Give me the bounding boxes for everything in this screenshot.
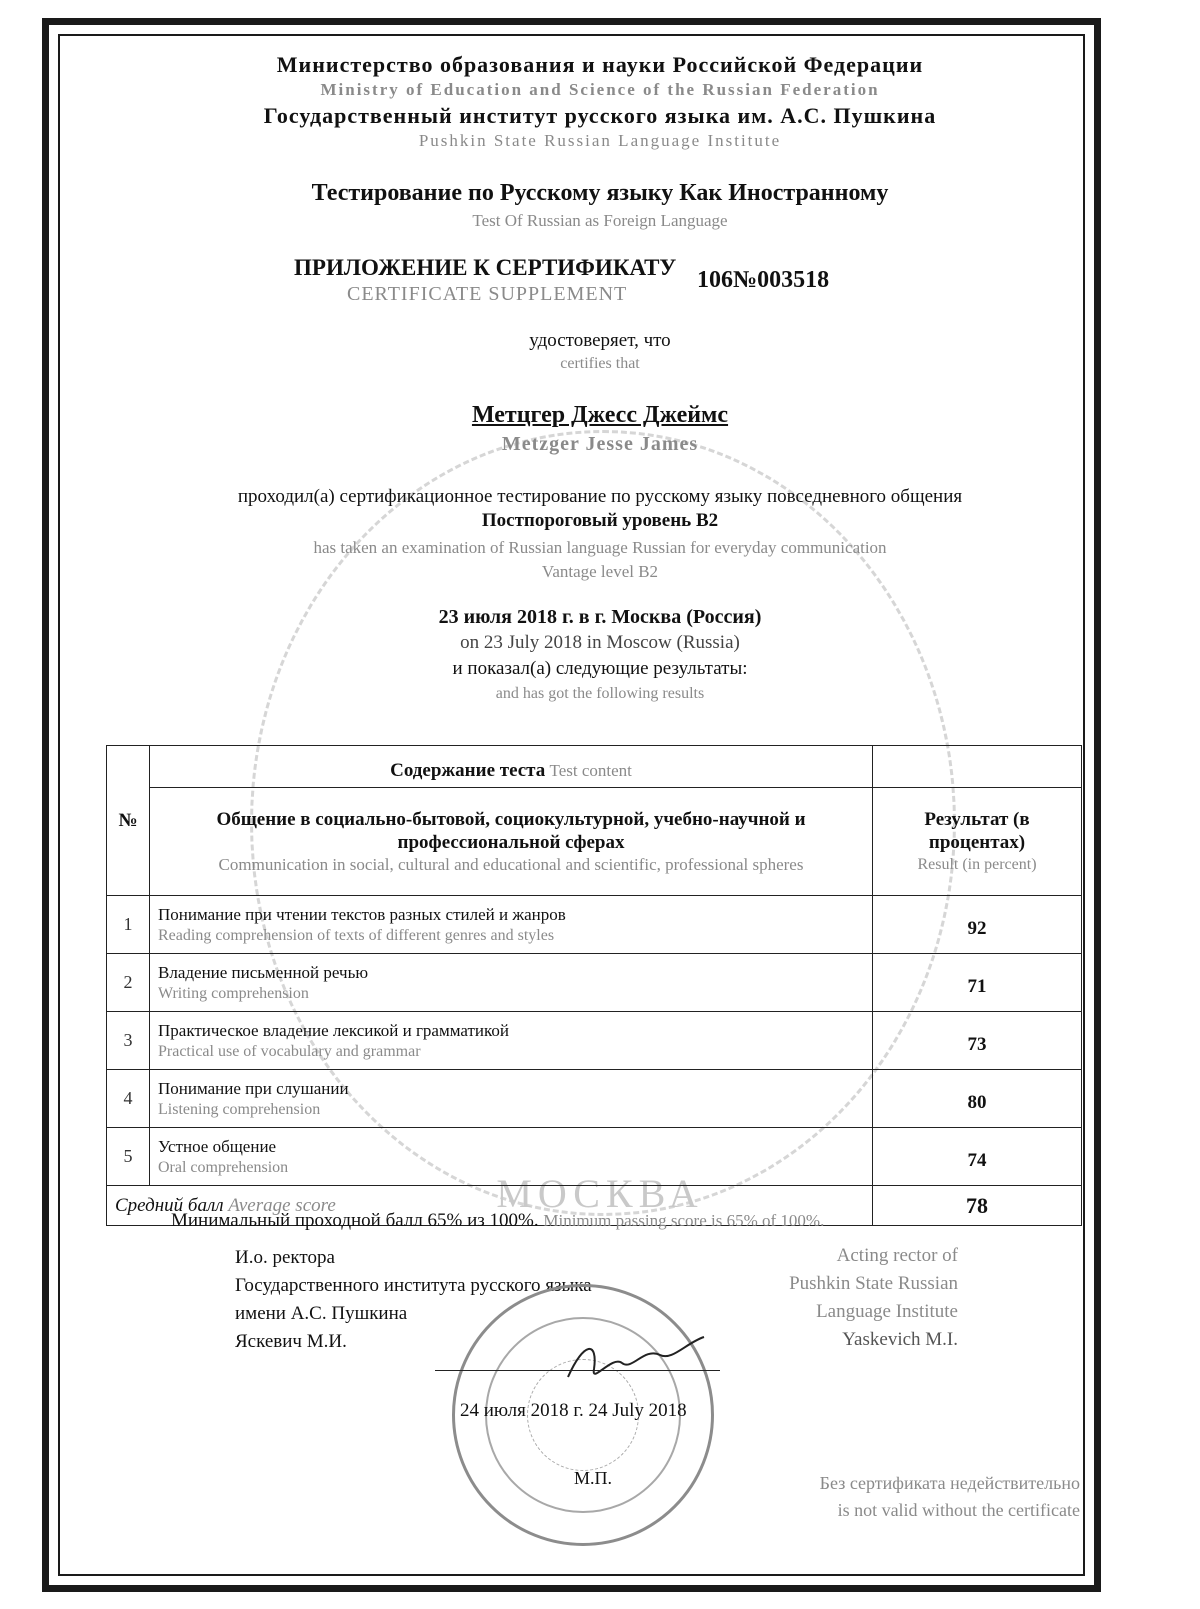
institute-ru: Государственный институт русского языка им. А.С. Пушкина xyxy=(263,103,937,128)
exam-date-ru: 23 июля 2018 г. в г. Москва (Россия) xyxy=(438,606,762,628)
certifies-en: certifies that xyxy=(560,355,640,372)
table-row xyxy=(107,1012,1082,1070)
content-header-ru: Содержание теста xyxy=(390,760,546,781)
minimum-score-en: Minimum passing score is 65% of 100%. xyxy=(543,1211,825,1230)
exam-taken-ru: проходил(а) сертификационное тестирование по русскому языку повседневного общения xyxy=(237,486,963,507)
row-number: 2 xyxy=(107,954,150,1012)
result-header xyxy=(873,788,1082,896)
average-label-en: Average score xyxy=(228,1195,336,1216)
row-label-ru: Понимание при слушании xyxy=(158,1078,349,1098)
results-intro-ru: и показал(а) следующие результаты: xyxy=(452,658,748,679)
row-score: 73 xyxy=(873,1012,1082,1070)
minimum-score-ru: Минимальный проходной балл 65% из 100%. xyxy=(171,1210,539,1231)
row-test-content xyxy=(150,954,873,1012)
ministry-en: Ministry of Education and Science of the Russian Federation xyxy=(320,80,880,99)
row-label-ru: Понимание при чтении текстов разных стилей и жанров xyxy=(158,904,566,924)
row-label-en: Reading comprehension of texts of different genres and styles xyxy=(158,926,555,944)
row-label-ru: Практическое владение лексикой и грамматикой xyxy=(158,1020,510,1040)
row-label-ru: Владение письменной речью xyxy=(158,962,369,982)
row-test-content xyxy=(150,1012,873,1070)
supplement-label-ru: ПРИЛОЖЕНИЕ К СЕРТИФИКАТУ xyxy=(294,255,677,280)
background-stamp-text: МОСКВА xyxy=(496,1171,704,1216)
row-score: 92 xyxy=(873,896,1082,954)
validity-en: is not valid without the certificate xyxy=(837,1500,1080,1520)
row-number: 1 xyxy=(107,896,150,954)
row-score: 71 xyxy=(873,954,1082,1012)
signatory-ru-line: И.о. ректора xyxy=(235,1247,335,1268)
results-intro-en: and has got the following results xyxy=(495,685,705,702)
signatory-ru-line: Яскевич М.И. xyxy=(235,1331,347,1352)
row-label-en: Practical use of vocabulary and grammar xyxy=(158,1042,421,1060)
signature xyxy=(560,1333,710,1393)
issue-date: 24 июля 2018 г. 24 July 2018 xyxy=(460,1400,687,1421)
exam-date-en: on 23 July 2018 in Moscow (Russia) xyxy=(460,632,740,653)
row-number: 5 xyxy=(107,1128,150,1186)
exam-level-en: Vantage level B2 xyxy=(541,562,659,581)
row-test-content xyxy=(150,1128,873,1186)
table-header-row xyxy=(107,746,1082,788)
table-row xyxy=(107,1070,1082,1128)
row-label-en: Oral comprehension xyxy=(158,1158,289,1176)
validity-note xyxy=(748,1470,1080,1524)
row-number: 4 xyxy=(107,1070,150,1128)
table-row xyxy=(107,896,1082,954)
signatory-en-line: Pushkin State Russian xyxy=(789,1273,958,1294)
signatory-en-line: Language Institute xyxy=(816,1301,958,1322)
row-score: 80 xyxy=(873,1070,1082,1128)
certifies-ru: удостоверяет, что xyxy=(529,330,671,351)
seal-mark: М.П. xyxy=(574,1468,613,1488)
content-header-en: Test content xyxy=(549,761,632,780)
table-row xyxy=(107,1128,1082,1186)
ministry-ru: Министерство образования и науки Российской Федерации xyxy=(276,52,924,77)
result-header-en: Result (in percent) xyxy=(917,856,1037,873)
row-label-en: Listening comprehension xyxy=(158,1100,321,1118)
row-score: 74 xyxy=(873,1128,1082,1186)
result-header-ru: Результат (в процентах) xyxy=(924,809,1030,853)
row-test-content xyxy=(150,1070,873,1128)
area-en: Communication in social, cultural and educational and scientific, professional spheres xyxy=(218,854,804,874)
area-header xyxy=(150,788,873,896)
exam-taken-en: has taken an examination of Russian language Russian for everyday communication xyxy=(313,538,887,557)
row-label-ru: Устное общение xyxy=(158,1136,277,1156)
row-test-content xyxy=(150,896,873,954)
area-ru: Общение в социально-бытовой, социокультурной, учебно-научной и профессиональной сферах xyxy=(216,808,806,853)
exam-level-ru: Постпороговый уровень В2 xyxy=(481,510,719,531)
test-title-ru: Тестирование по Русскому языку Как Иностранному xyxy=(311,180,889,206)
supplement-label-en: CERTIFICATE SUPPLEMENT xyxy=(347,283,628,305)
validity-ru: Без сертификата недействительно xyxy=(819,1473,1080,1493)
signatory-en-line: Acting rector of xyxy=(836,1245,958,1266)
signatory-ru-line: Государственного института русского языка xyxy=(235,1275,592,1296)
institute-en: Pushkin State Russian Language Institute xyxy=(418,131,782,150)
person-name-en: Metzger Jesse James xyxy=(501,433,699,455)
content-header xyxy=(150,746,873,788)
row-number: 3 xyxy=(107,1012,150,1070)
minimum-score xyxy=(171,1210,824,1232)
signatory-en xyxy=(700,1242,958,1354)
average-score: 78 xyxy=(873,1186,1082,1226)
number-header: № xyxy=(107,746,150,896)
results-table xyxy=(106,745,1082,1226)
result-header-top xyxy=(873,746,1082,788)
signatory-ru-line: имени А.С. Пушкина xyxy=(235,1303,408,1324)
average-label-ru: Средний балл xyxy=(115,1195,224,1216)
test-title-en: Test Of Russian as Foreign Language xyxy=(472,211,728,230)
area-header-row xyxy=(107,788,1082,896)
signatory-en-line: Yaskevich M.I. xyxy=(842,1329,958,1350)
row-label-en: Writing comprehension xyxy=(158,984,309,1002)
certificate-number: 106№003518 xyxy=(697,267,830,293)
person-name-ru: Метцгер Джесс Джеймс xyxy=(471,402,729,428)
signature-line xyxy=(435,1370,720,1371)
table-row xyxy=(107,954,1082,1012)
